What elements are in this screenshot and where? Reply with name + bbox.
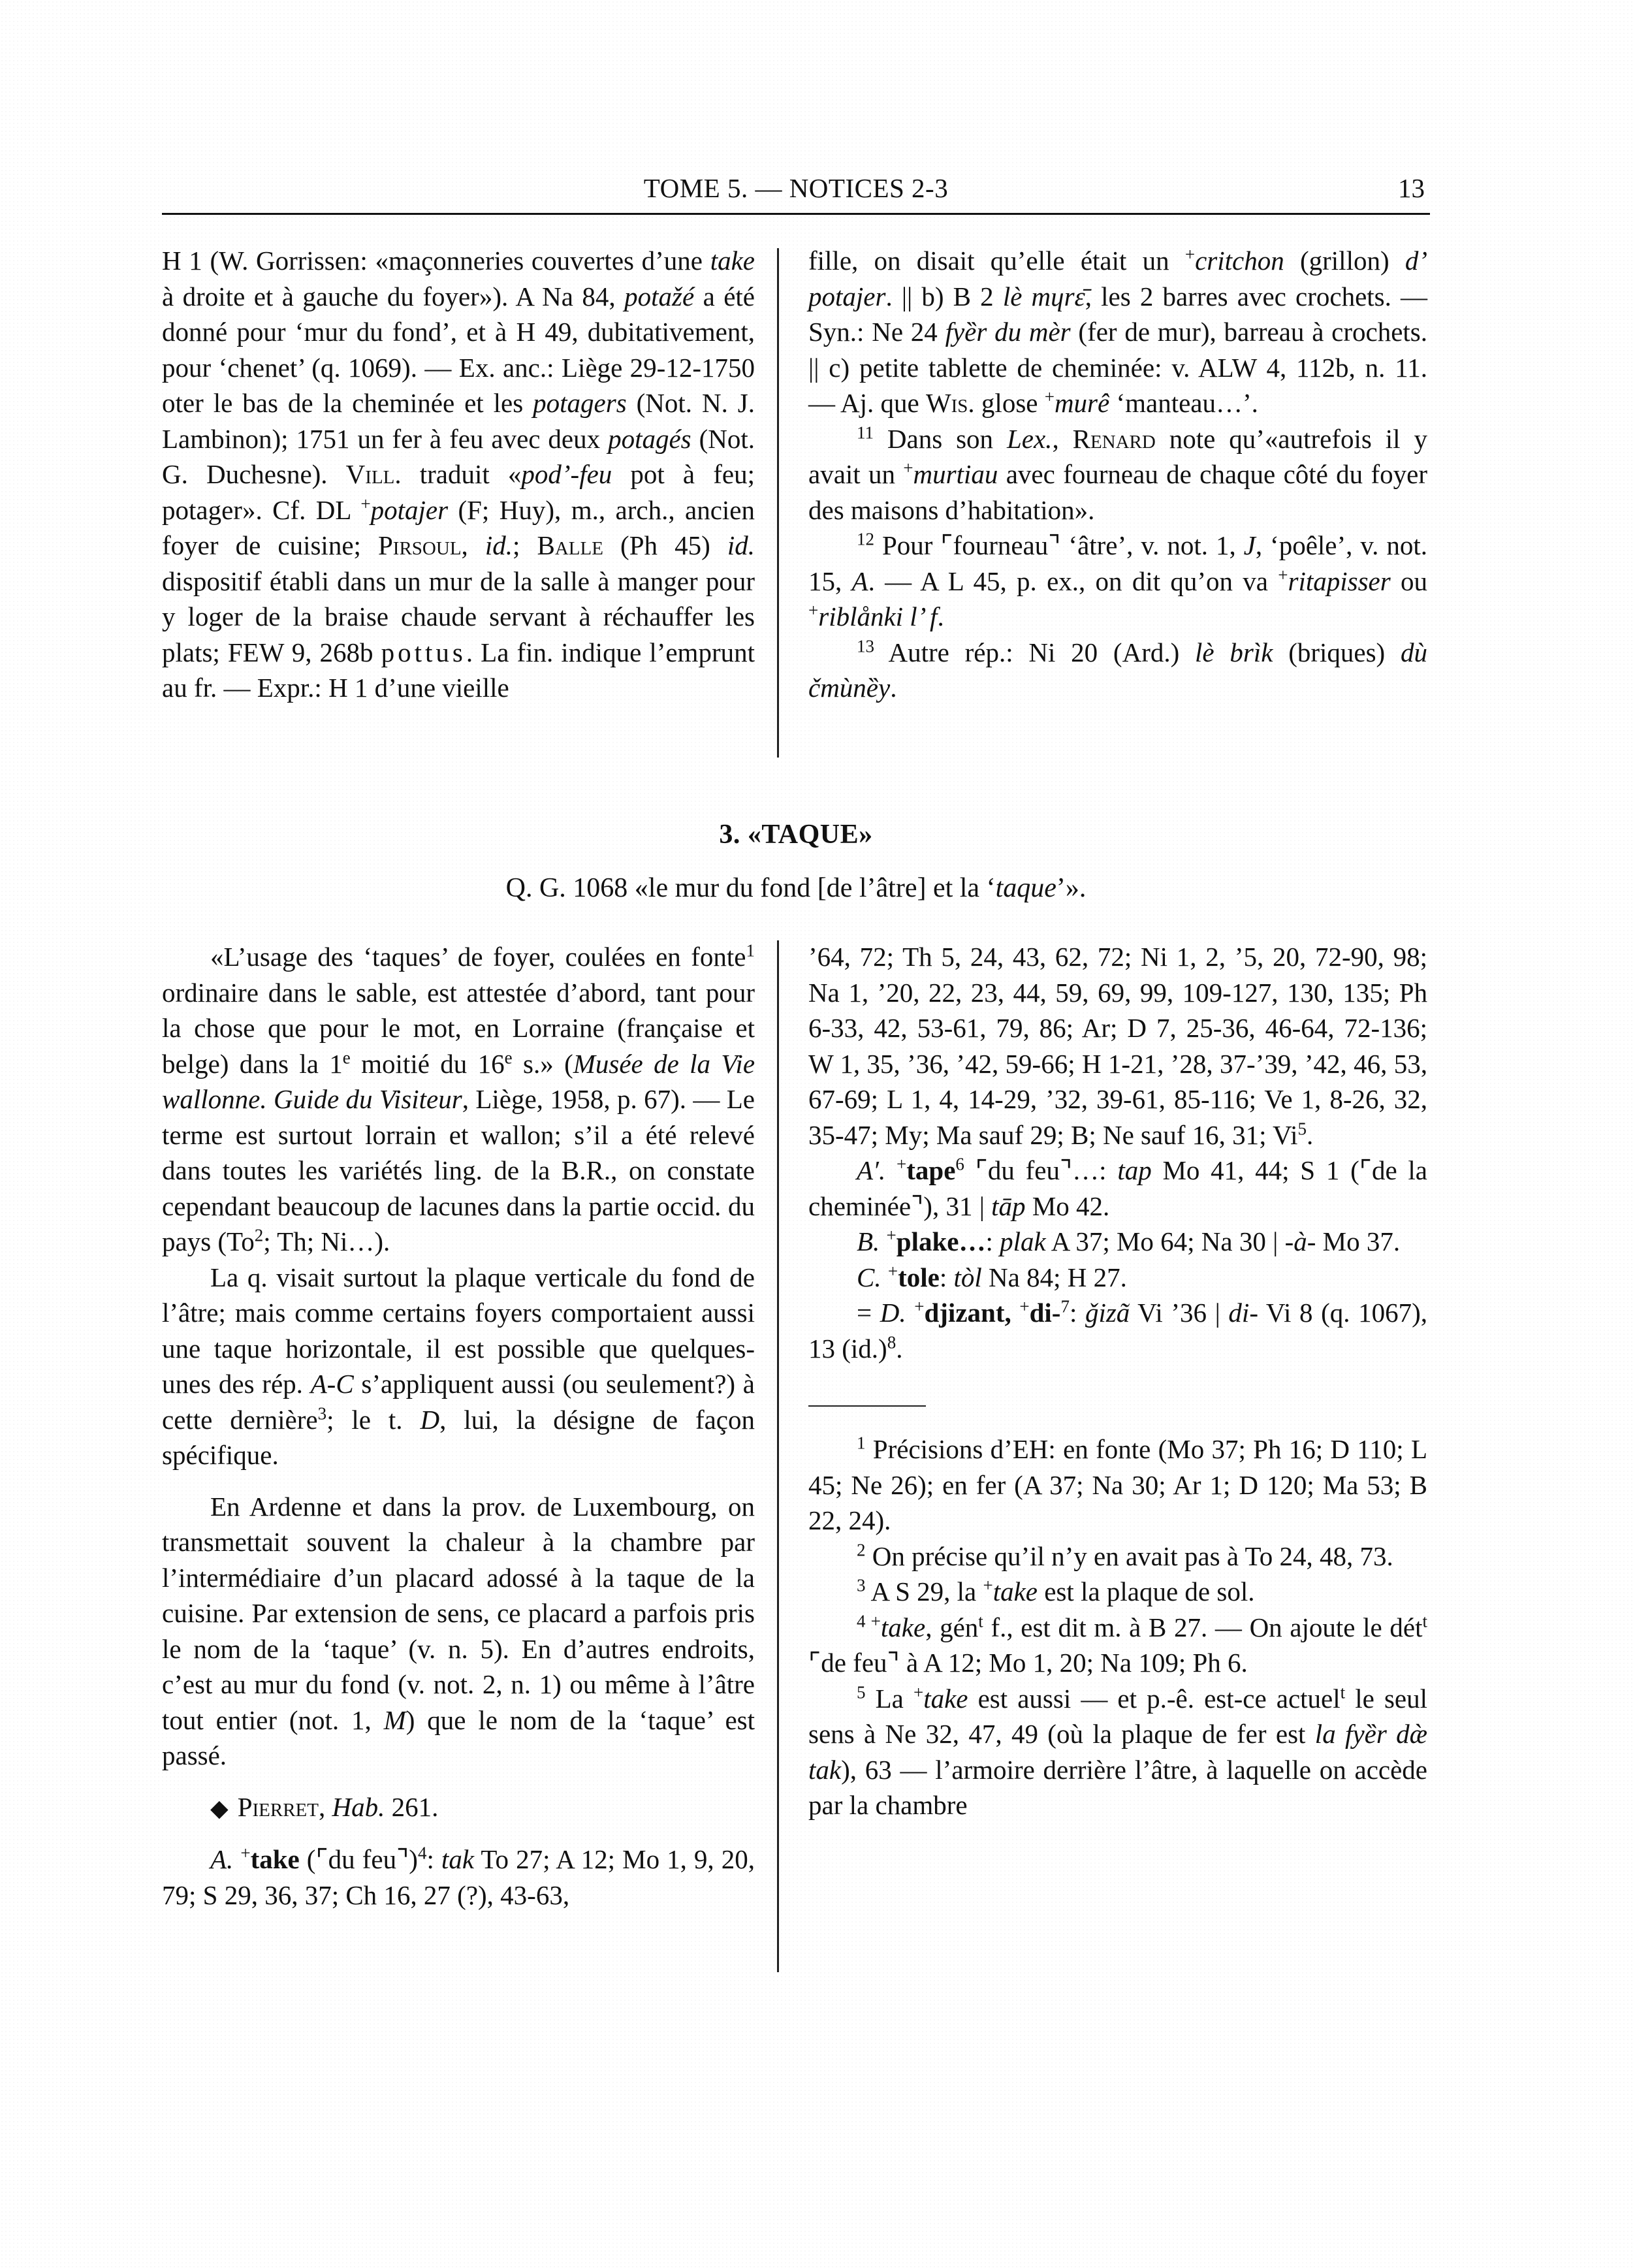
footnote-11: $^{11}$ Dans son Lex., Renard note qu’«autrefois il y avait un +murtiau avec fourneau de chaque côté du foyer des maisons d’habitation». (808, 422, 1427, 525)
footnote-5: $^5$ La +take est aussi — et p.-ê. est-ce actuel$^t$ le seul sens à Ne 32, 47, 49 (où la plaque de fer est la fyȅr dæ̀ tak), 63 — l’armoire derrière l’âtre, à laquelle on accède par la chambre (808, 1682, 1428, 1820)
top-left-column (162, 243, 755, 706)
footnote-1: $^1$ Précisions d’EH: en fonte (Mo 37; Ph 16; D 110; L 45; Ne 26); en fer (A 37; Na 30; Ar 1; D 120; Ma 53; B 22, 24). (808, 1433, 1427, 1535)
entry-a-continued: ’64, 72; Th 5, 24, 43, 62, 72; Ni 1, 2, ’5, 20, 72-90, 98; Na 1, ’20, 22, 23, 44, 59, 69, 99, 109-127, 130, 135; Ph 6-33, 42, 53-61, 79, 86; Ar; D 7, 25-36, 46-64, 72-136; W 1, 35, ’36, ’42, 59-66; H 1-21, ’28, 37-’39, ’42, 46, 53, 67-69; L 1, 4, 14-29, ’32, 39-61, 85-116; Ve 1, 8-26, 32, 35-47; My; Ma sauf 29; B; Ne sauf 16, 31; Vi$^5$. (808, 942, 1427, 1150)
column-divider (777, 940, 779, 1972)
diamond-bullet-icon: ◆ (210, 1795, 229, 1821)
section-title: 3. «TAQUE» (719, 820, 873, 850)
column-divider (777, 248, 779, 758)
entry-d: = D. +djizant, +di-$^7$: ǧizã Vi ’36 | di- Vi 8 (q. 1067), 13 $(id.)^8$. (808, 1296, 1428, 1364)
running-header (162, 171, 1430, 215)
bibliography-reference: ◆ Pierret, Hab. 261. (210, 1791, 439, 1822)
entry-a: A. +take (⌜du feu⌝)$^4$: tak To 27; A 12; Mo 1, 9, 20, 79; S 29, 36, 37; Ch 16, 27 (?), 43-63, (162, 1843, 755, 1910)
entry-c: C. +tole: tòl Na 84; H 27. (857, 1260, 1127, 1292)
entry-a-prime: A′. +tape$^6$ ⌜du feu⌝…: tap Mo 41, 44; S 1 (⌜de la cheminée⌝), 31 | tāp Mo 42. (808, 1154, 1428, 1221)
bottom-left-column (162, 939, 755, 1913)
footnote-separator (808, 1405, 926, 1407)
paragraph: «L’usage des ‘taques’ de foyer, coulées en fonte$^1$ ordinaire dans le sable, est attestée d’abord, tant pour la chose que pour le mot, en Lorraine (française et belge) dans la 1e moitié du 16e s.» (Musée de la Vie wallonne. Guide du Visiteur, Liège, 1958, p. 67). — Le terme est surtout lorrain et wallon; s’il a été relevé dans toutes les variétés ling. de la B.R., on constate cependant beaucoup de lacunes dans la partie occid. du pays (To$^2$; Th; Ni…). (162, 940, 755, 1256)
footnote-4: $^4$ +take, gén$^t$ f., est dit m. à B 27. — On ajoute le dét$^t$ ⌜de feu⌝ à A 12; Mo 1, 20; Na 109; Ph 6. (808, 1610, 1428, 1678)
footnote-3: $^3$ A S 29, la +take est la plaque de sol. (857, 1575, 1255, 1606)
footnote-13: $^{13}$ Autre rép.: Ni 20 (Ard.) lè brìk (briques) dù čmùnȅy. (808, 635, 1427, 703)
running-title: TOME 5. — NOTICES 2-3 (643, 173, 949, 203)
paragraph: fille, on disait qu’elle était un +critchon (grillon) d’ potajer. || b) B 2 lè mɥrɛ̄, les 2 barres avec crochets. — Syn.: Ne 24 fyȅr du mèr (fer de mur), barreau à crochets. || c) petite tablette de cheminée: v. ALW 4, 112b, n. 11. — Aj. que Wis. glose +murê ‘manteau…’. (808, 244, 1428, 418)
paragraph: La q. visait surtout la plaque verticale du fond de l’âtre; mais comme certains foyers comportaient aussi une taque horizontale, il est possible que quelques-unes des rép. A-C s’appliquent aussi (ou seulement?) à cette dernière$^3$; le t. D, lui, la désigne de façon spécifique. (162, 1262, 755, 1470)
paragraph: En Ardenne et dans la prov. de Luxembourg, on transmettait souvent la chaleur à la chambre par l’intermédiaire d’un placard adossé à la taque de la cuisine. Par extension de sens, ce placard a parfois pris le nom de la ‘taque’ (v. n. 5). En d’autres endroits, c’est au mur du fond (v. not. 2, n. 1) ou même à l’âtre tout entier (not. 1, M) que le nom de la ‘taque’ est passé. (162, 1491, 755, 1770)
footnote-12: $^{12}$ Pour ⌜fourneau⌝ ‘âtre’, v. not. 1, J, ‘poêle’, v. not. 15, A. — A L 45, p. ex., on dit qu’on va +ritapisser ou +riblånki l’ f. (808, 529, 1427, 631)
bottom-right-column (808, 939, 1427, 1823)
paragraph: H 1 (W. Gorrissen: «maçonneries couvertes d’une take à droite et à gauche du foyer»). A Na 84, potažé a été donné pour ‘mur du fond’, et à H 49, dubitativement, pour ‘chenet’ (q. 1069). — Ex. anc.: Liège 29-12-1750 oter le bas de la cheminée et les potagers (Not. N. J. Lambinon); 1751 un fer à feu avec deux potagés (Not. G. Duchesne). Vill. traduit «pod’-feu pot à feu; potager». Cf. DL +potajer (F; Huy), m., arch., ancien foyer de cuisine; Pirsoul, id.; Balle (Ph 45) id. dispositif établi dans un mur de la salle à manger pour y loger de la braise chaude servant à réchauffer les plats; FEW 9, 268b pottus. La fin. indique l’emprunt au fr. — Expr.: H 1 d’une vieille (162, 246, 755, 703)
top-right-column (808, 243, 1427, 706)
footnote-2: $^2$ On précise qu’il n’y en avait pas à To 24, 48, 73. (857, 1539, 1393, 1571)
section-subtitle: Q. G. 1068 «le mur du fond [de l’âtre] et la ‘taque’». (505, 873, 1087, 903)
page-number: 13 (1398, 173, 1425, 203)
entry-b: B. +plake…: plak A 37; Mo 64; Na 30 | -à- Mo 37. (857, 1225, 1401, 1256)
